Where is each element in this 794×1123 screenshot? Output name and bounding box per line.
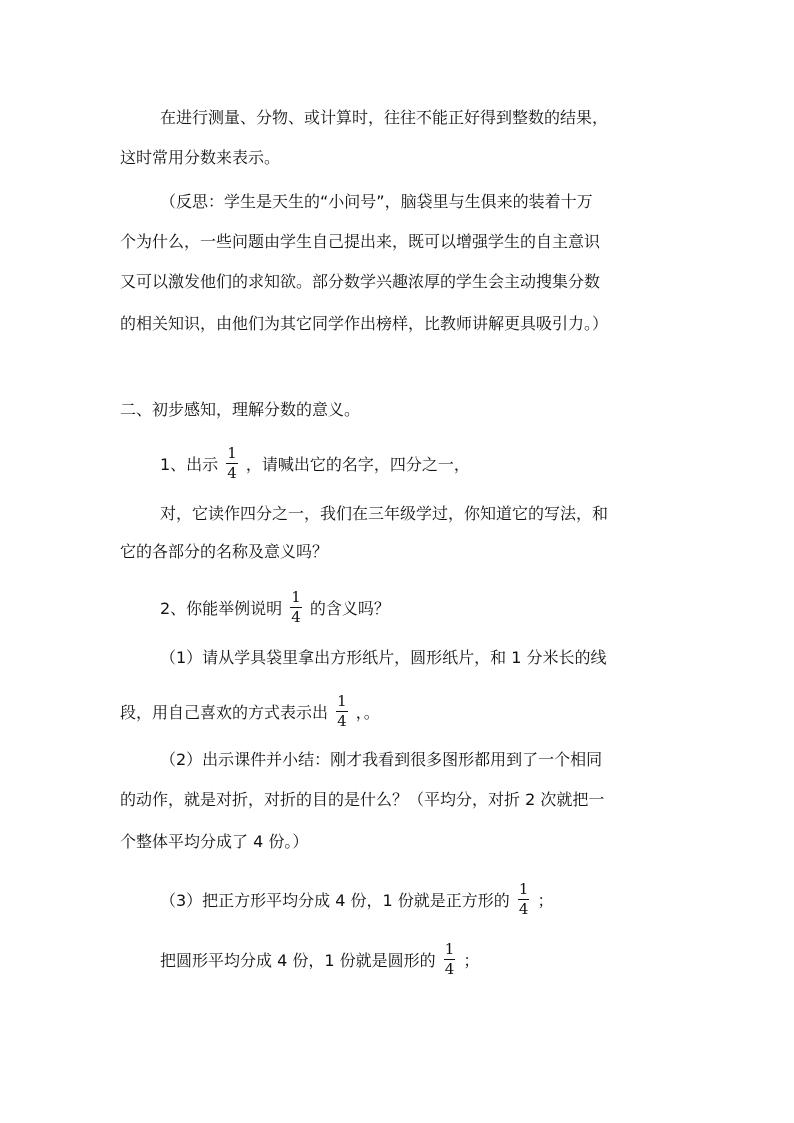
fraction-numerator: 1 xyxy=(337,692,347,710)
sub-item-line: 个整体平均分成了 4 份。） xyxy=(120,832,309,851)
sub-item-line: （1）请从学具袋里拿出方形纸片，圆形纸片，和 1 分米长的线 xyxy=(160,648,607,667)
sub-item-text-before: （3）把正方形平均分成 4 份，1 份就是正方形的 xyxy=(160,891,510,910)
fraction-one-quarter xyxy=(290,590,302,625)
fraction-denominator: 4 xyxy=(444,960,455,978)
paragraph-line xyxy=(160,940,480,978)
paragraph-line: 在进行测量、分物、或计算时，往往不能正好得到整数的结果， xyxy=(160,108,609,127)
sub-item-text-before: 段，用自己喜欢的方式表示出 xyxy=(120,703,329,722)
sub-item-line: 的动作，就是对折，对折的目的是什么？（平均分，对折 2 次就把一 xyxy=(120,790,605,809)
fraction-one-quarter xyxy=(226,446,238,481)
sub-item-line xyxy=(120,692,380,730)
paragraph-line: 这时常用分数来表示。 xyxy=(120,148,281,167)
sub-item-line xyxy=(160,880,554,918)
fraction-denominator: 4 xyxy=(518,900,529,918)
item-1-text-before: 1、出示 xyxy=(160,455,219,474)
reflection-line: 的相关知识，由他们为其它同学作出榜样，比教师讲解更具吸引力。） xyxy=(120,314,609,333)
item-1-line xyxy=(160,444,470,482)
fraction-numerator: 1 xyxy=(227,444,237,462)
fraction-numerator: 1 xyxy=(444,940,455,958)
fraction-one-quarter xyxy=(336,694,348,729)
fraction-denominator: 4 xyxy=(291,608,301,626)
item-1-text-after: ，请喊出它的名字，四分之一， xyxy=(245,455,470,474)
fraction-denominator: 4 xyxy=(227,464,237,482)
item-2-text-after: 的含义吗？ xyxy=(309,599,390,618)
section-heading: 二、初步感知，理解分数的意义。 xyxy=(120,400,361,419)
sub-item-text-after: ，。 xyxy=(355,703,380,722)
reflection-line: （反思：学生是天生的“小问号”，脑袋里与生俱来的装着十万 xyxy=(160,192,593,211)
reflection-line: 又可以激发他们的求知欲。部分数学兴趣浓厚的学生会主动搜集分数 xyxy=(120,272,601,291)
sub-item-text-after: ； xyxy=(537,891,554,910)
reflection-line: 个为什么，一些问题由学生自己提出来，既可以增强学生的自主意识 xyxy=(120,232,601,251)
paragraph-line: 对，它读作四分之一，我们在三年级学过，你知道它的写法，和 xyxy=(160,504,609,523)
item-2-text-before: 2、你能举例说明 xyxy=(160,599,283,618)
paragraph-line: 它的各部分的名称及意义吗？ xyxy=(120,542,329,561)
paragraph-text-before: 把圆形平均分成 4 份，1 份就是圆形的 xyxy=(160,951,436,970)
fraction-one-quarter xyxy=(444,942,456,977)
item-2-line xyxy=(160,588,390,626)
fraction-denominator: 4 xyxy=(337,712,347,730)
paragraph-text-after: ； xyxy=(463,951,480,970)
fraction-numerator: 1 xyxy=(518,880,529,898)
fraction-numerator: 1 xyxy=(291,588,301,606)
fraction-one-quarter xyxy=(518,882,530,917)
sub-item-line: （2）出示课件并小结：刚才我看到很多图形都用到了一个相同 xyxy=(160,750,603,769)
